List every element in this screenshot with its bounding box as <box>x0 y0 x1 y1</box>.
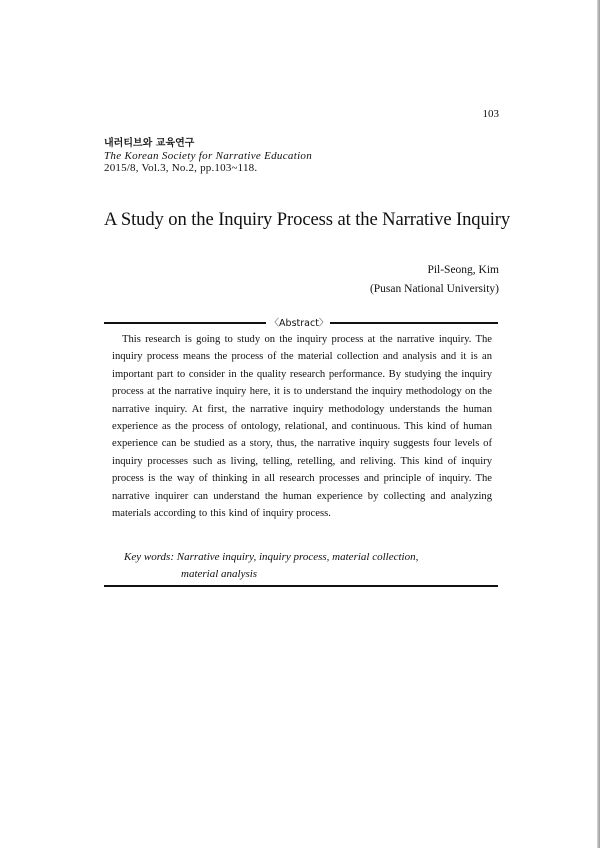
journal-header <box>104 138 312 174</box>
author-affiliation: (Pusan National University) <box>369 283 499 295</box>
article-title: A Study on the Inquiry Process at the Narrative Inquiry <box>104 209 511 230</box>
journal-title-korean: 내러티브와 교육연구 <box>104 138 195 149</box>
abstract-bottom-rule <box>104 585 498 587</box>
keywords-line2: material analysis <box>181 568 258 580</box>
keywords-line1: Narrative inquiry, inquiry process, material collection, <box>176 551 419 563</box>
author-block <box>370 261 499 299</box>
rule-left <box>104 322 266 324</box>
author-name: Pil-Seong, Kim <box>427 264 499 276</box>
abstract-header-rule <box>104 318 498 329</box>
abstract-text: This research is going to study on the inquiry process at the narrative inquiry. The inquiry process means the process of the material collection and analysis and it is an important part to consider in the quality research performance. By studying the inquiry process at the narrative inquiry here, it is to understand the inquiry methodology on the narrative inquiry. At first, the narrative inquiry methodology understands the human experience as the process of ontology, relational, and continuous. This kind of human experience can be studied as a story, thus, the narrative inquiry suggests four levels of inquiry processes such as living, telling, retelling, and reliving. This kind of inquiry process is the way of thinking in all research processes and principle of inquiry. The narrative inquirer can understand the human experience by collecting and analyzing materials according to this kind of inquiry process. <box>112 334 492 520</box>
journal-title-english: The Korean Society for Narrative Education <box>104 150 313 162</box>
keywords-label: Key words: <box>124 551 175 563</box>
abstract-label: 〈Abstract〉 <box>268 315 330 329</box>
journal-issue: 2015/8, Vol.3, No.2, pp.103~118. <box>104 162 258 174</box>
rule-right <box>330 322 498 324</box>
keywords <box>124 549 494 583</box>
page-number: 103 <box>482 108 499 120</box>
